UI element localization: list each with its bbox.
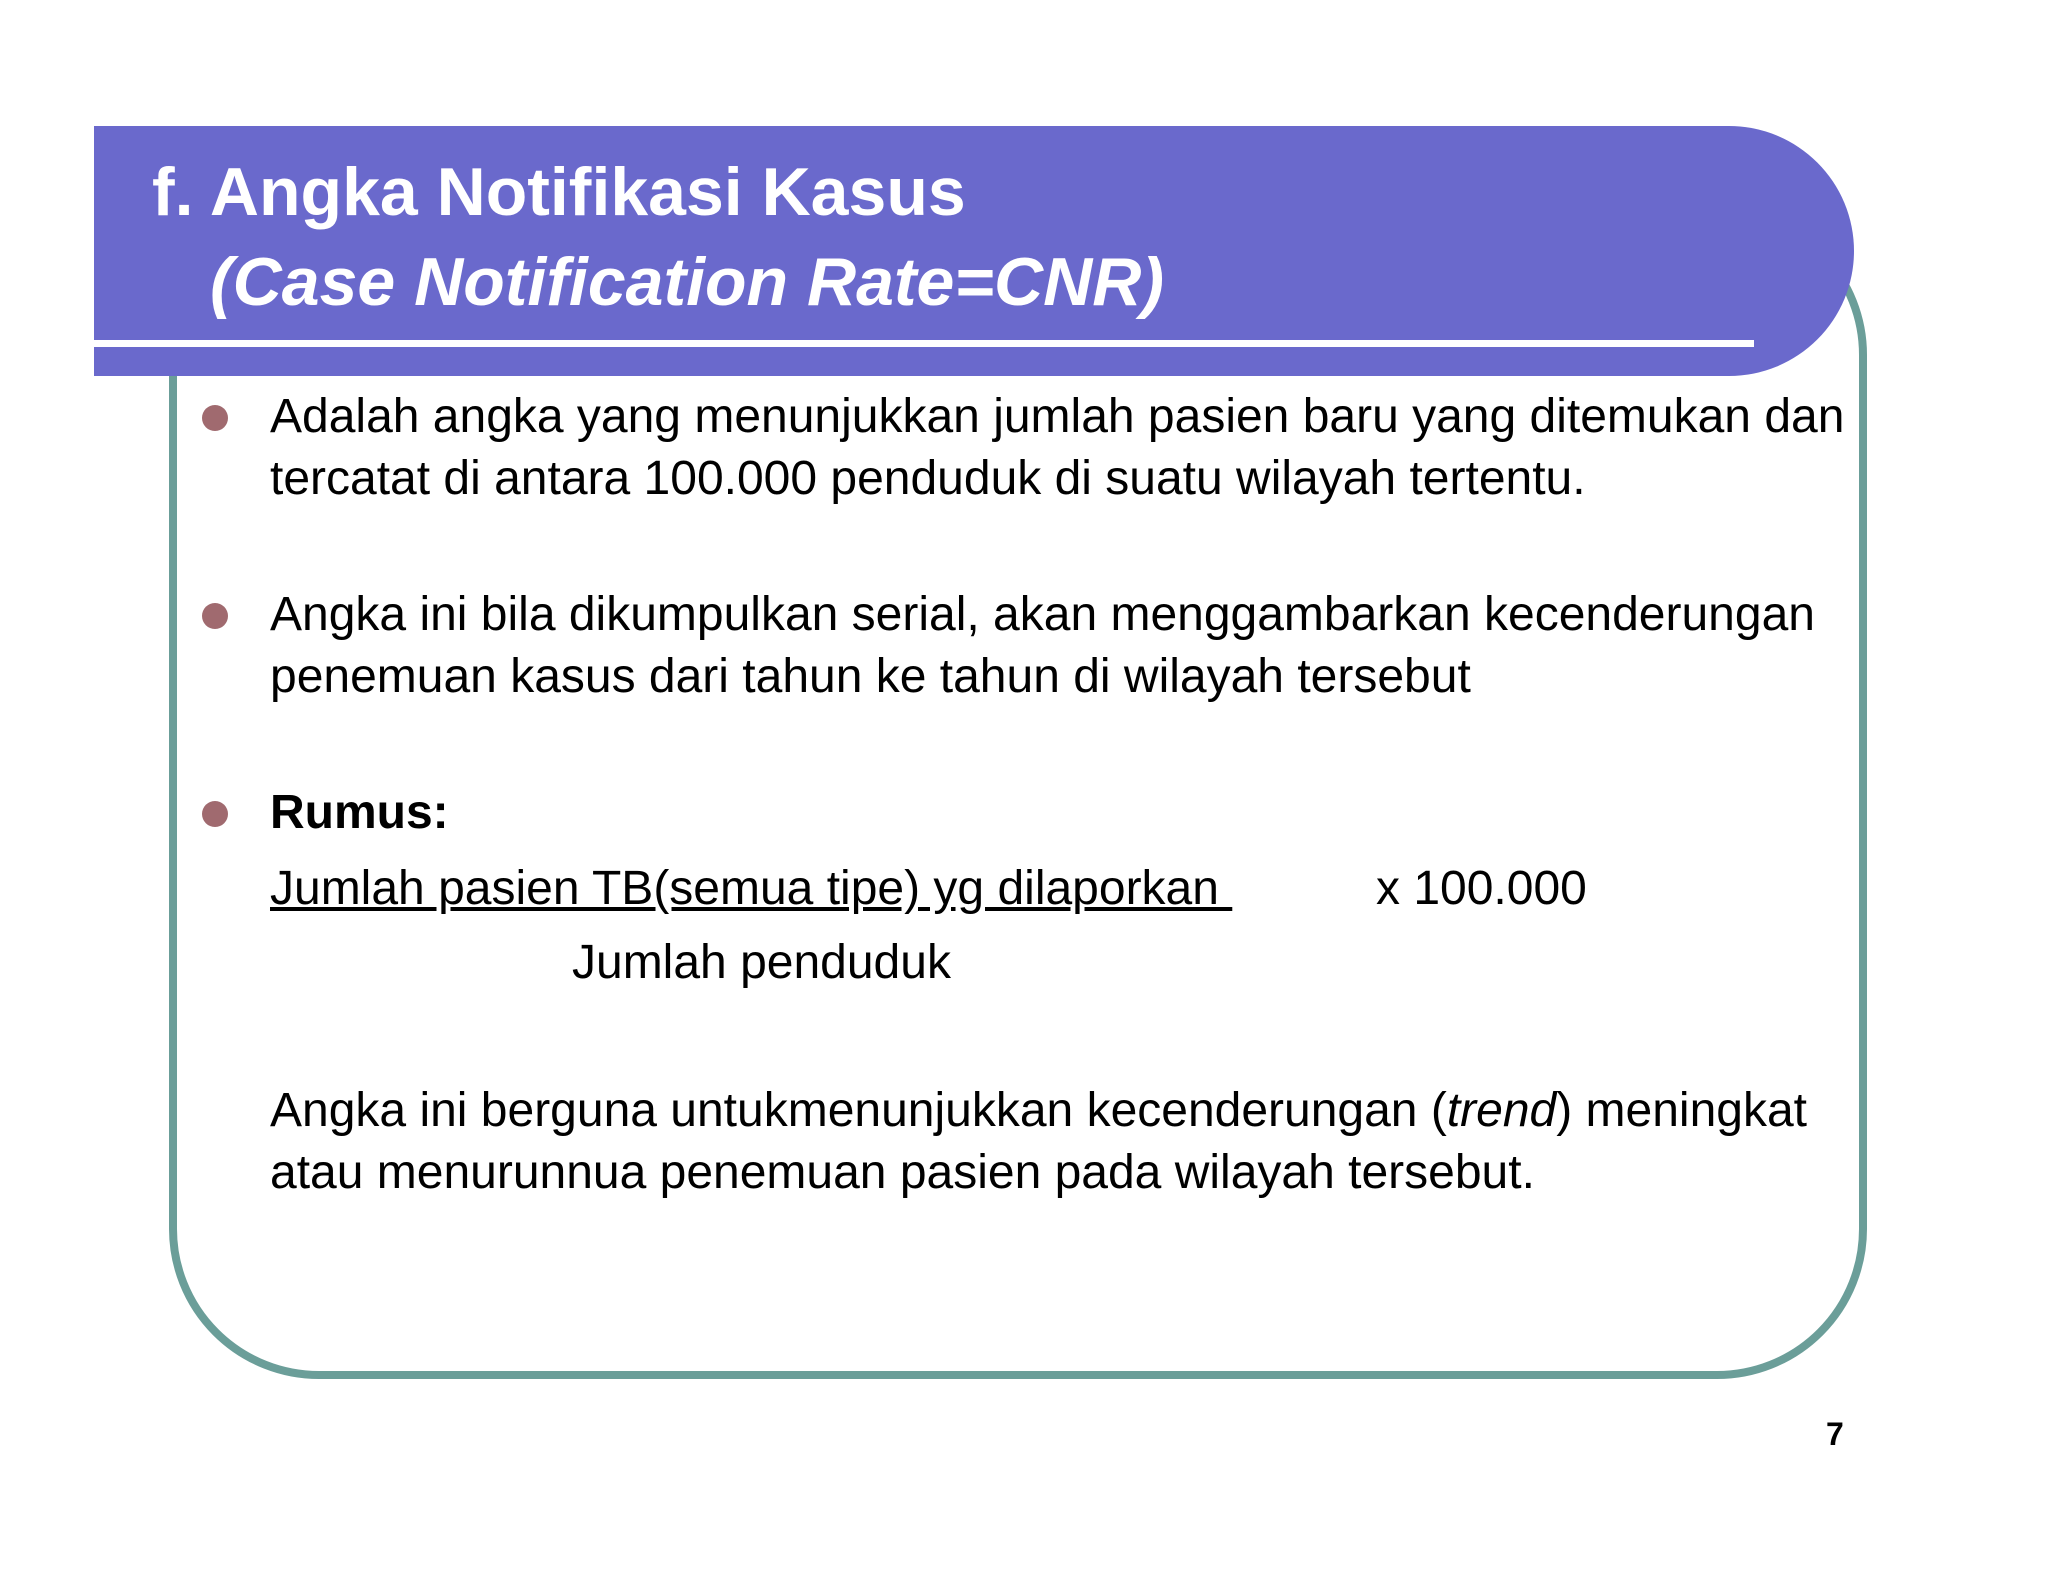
bullet-trend: Angka ini bila dikumpulkan serial, akan menggambarkan kecenderungan penemuan kasus dari tahun ke tahun di wilayah tersebut [270,588,1815,703]
formula-numerator: Jumlah pasien TB(semua tipe) yg dilaporkan [270,862,1233,915]
bullet-dot-icon [202,801,228,827]
slide-subtitle: (Case Notification Rate=CNR) [210,244,1165,320]
formula-denominator: Jumlah penduduk [572,936,951,989]
bullet-dot-icon [202,603,228,629]
slide-title: f. Angka Notifikasi Kasus [152,154,966,230]
formula-multiplier: x 100.000 [1376,862,1587,915]
usage-note [270,1080,1830,1204]
title-underline [94,340,1754,347]
usage-note-italic: trend [1446,1084,1557,1137]
bullet-definition: Adalah angka yang menunjukkan jumlah pasien baru yang ditemukan dan tercatat di antara 100.000 penduduk di suatu wilayah tertentu. [270,390,1845,505]
bullet-formula-label: Rumus: [270,786,449,839]
bullet-dot-icon [202,405,228,431]
page-number: 7 [1826,1416,1844,1452]
usage-note-after: ) meningkat atau menurunnua penemuan pasien pada wilayah tersebut. [270,1084,1808,1199]
usage-note-before: Angka ini berguna untukmenunjukkan kecenderungan ( [270,1084,1447,1137]
